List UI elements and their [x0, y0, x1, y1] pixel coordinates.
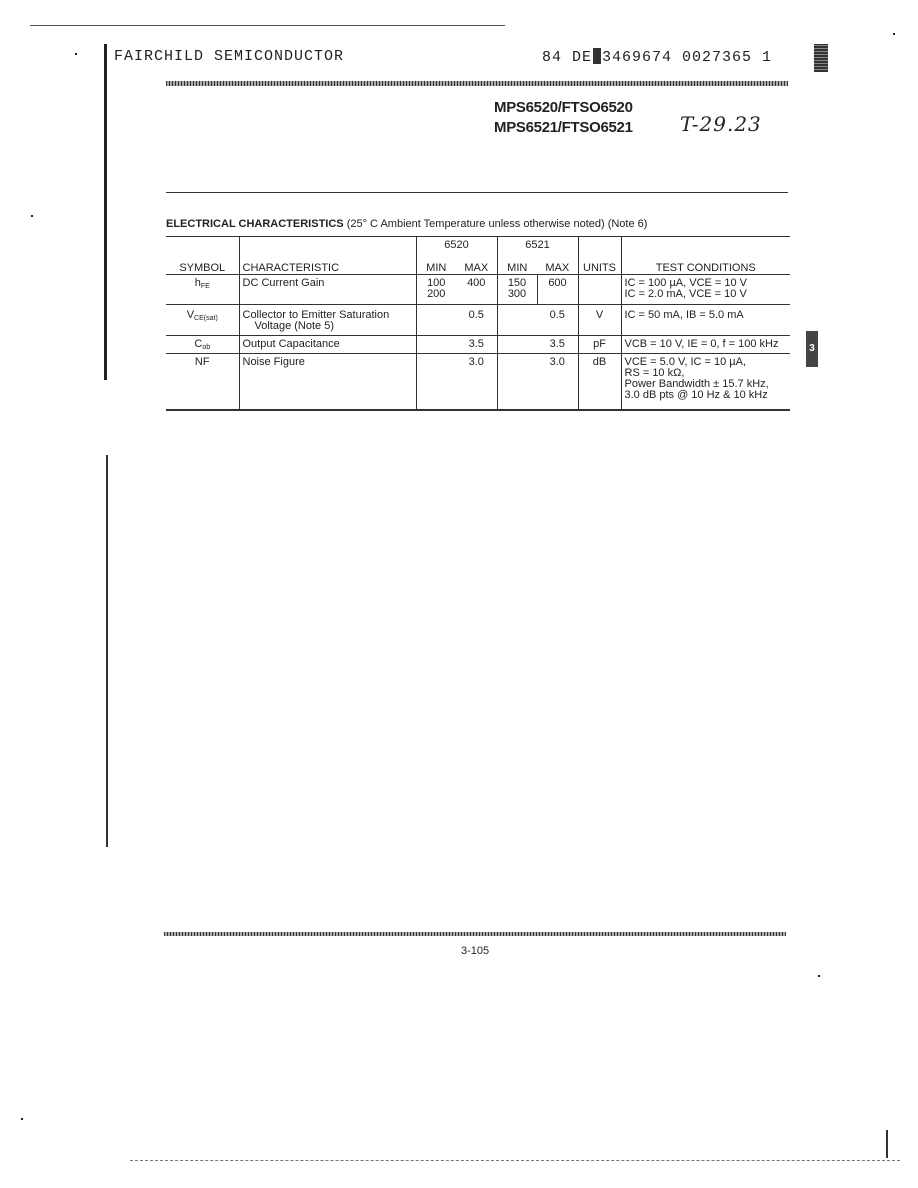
row-max-6520: 400	[456, 275, 497, 305]
row-test-conditions: VCE = 5.0 V, IC = 10 µA, RS = 10 kΩ, Power Bandwidth ± 15.7 kHz, 3.0 dB pts @ 10 Hz & 10 kHz	[621, 354, 790, 411]
scan-speck	[818, 975, 820, 977]
hatched-rule-bottom	[164, 932, 786, 936]
hatched-rule-top	[166, 81, 788, 86]
scan-rule-bottom	[130, 1160, 900, 1162]
section-subtitle: (25° C Ambient Temperature unless otherwise noted) (Note 6)	[346, 218, 648, 230]
row-min-6520	[416, 305, 456, 336]
row-min-6521	[497, 336, 537, 354]
table-row	[166, 305, 790, 336]
header-block-mark	[593, 48, 601, 64]
row-units	[578, 275, 621, 305]
row-min-6520: 100 200	[416, 275, 456, 305]
row-min-6520	[416, 336, 456, 354]
part-number-line-1: MPS6520/FTSO6520	[494, 99, 633, 116]
row-max-6521: 0.5	[537, 305, 578, 336]
header-units: UNITS	[578, 251, 621, 275]
electrical-characteristics-table	[166, 236, 790, 411]
header-max-6520: MAX	[456, 251, 497, 275]
row-symbol: $h_{FE}$	[166, 275, 239, 305]
row-test-conditions: IC = 100 µA, VCE = 10 V IC = 2.0 mA, VCE = 10 V	[621, 275, 790, 305]
row-test-conditions: VCB = 10 V, IE = 0, f = 100 kHz	[621, 336, 790, 354]
section-title-bold: ELECTRICAL CHARACTERISTICS	[166, 218, 344, 230]
header-test-conditions: TEST CONDITIONS	[621, 251, 790, 275]
scan-edge-left	[104, 44, 107, 380]
row-units: pF	[578, 336, 621, 354]
handwritten-annotation: T-29.23	[680, 112, 762, 136]
table-row	[166, 336, 790, 354]
group-header-6520: 6520	[416, 237, 497, 252]
row-characteristic: Output Capacitance	[239, 336, 416, 354]
section-title	[166, 218, 647, 230]
row-min-6521	[497, 305, 537, 336]
part-numbers	[494, 98, 633, 138]
section-tab: 3	[806, 331, 818, 367]
header-edge-block	[814, 44, 828, 72]
header-max-6521: MAX	[537, 251, 578, 275]
scan-speck	[31, 215, 33, 217]
table-group-row	[166, 237, 790, 252]
row-units: V	[578, 305, 621, 336]
row-max-6521: 3.0	[537, 354, 578, 411]
scan-edge-left-lower	[106, 455, 108, 847]
group-header-6521: 6521	[497, 237, 578, 252]
header-min-6521: MIN	[497, 251, 537, 275]
company-name: FAIRCHILD SEMICONDUCTOR	[114, 48, 345, 65]
row-characteristic: Noise Figure	[239, 354, 416, 411]
row-max-6520: 0.5	[456, 305, 497, 336]
row-symbol: NF	[166, 354, 239, 411]
row-characteristic: Collector to Emitter Saturation Voltage (Note 5)	[239, 305, 416, 336]
row-units: dB	[578, 354, 621, 411]
page-number: 3-105	[461, 945, 490, 957]
row-max-6521: 3.5	[537, 336, 578, 354]
header-symbol: SYMBOL	[166, 251, 239, 275]
header-catalog-code	[542, 48, 772, 66]
row-max-6520: 3.0	[456, 354, 497, 411]
part-number-line-2: MPS6521/FTSO6521	[494, 119, 633, 136]
row-symbol: $V_{CE(sat)}$	[166, 305, 239, 336]
row-min-6521: 150 300	[497, 275, 537, 305]
row-symbol: $C_{ob}$	[166, 336, 239, 354]
table-row	[166, 354, 790, 411]
scan-rule-top	[30, 25, 505, 26]
header-catalog: 3469674 0027365 1	[602, 49, 773, 66]
row-characteristic: DC Current Gain	[239, 275, 416, 305]
row-max-6521: 600	[537, 275, 578, 305]
row-min-6520	[416, 354, 456, 411]
table-header-row	[166, 251, 790, 275]
scan-speck	[893, 33, 895, 35]
section-divider	[166, 192, 788, 193]
scan-speck	[75, 53, 77, 55]
row-max-6520: 3.5	[456, 336, 497, 354]
row-test-conditions: IC = 50 mA, IB = 5.0 mA	[621, 305, 790, 336]
table-row	[166, 275, 790, 305]
header-characteristic: CHARACTERISTIC	[239, 251, 416, 275]
scan-speck	[21, 1118, 23, 1120]
scan-mark	[886, 1130, 888, 1158]
header-code: 84 DE	[542, 49, 593, 66]
row-min-6521	[497, 354, 537, 411]
header-min-6520: MIN	[416, 251, 456, 275]
